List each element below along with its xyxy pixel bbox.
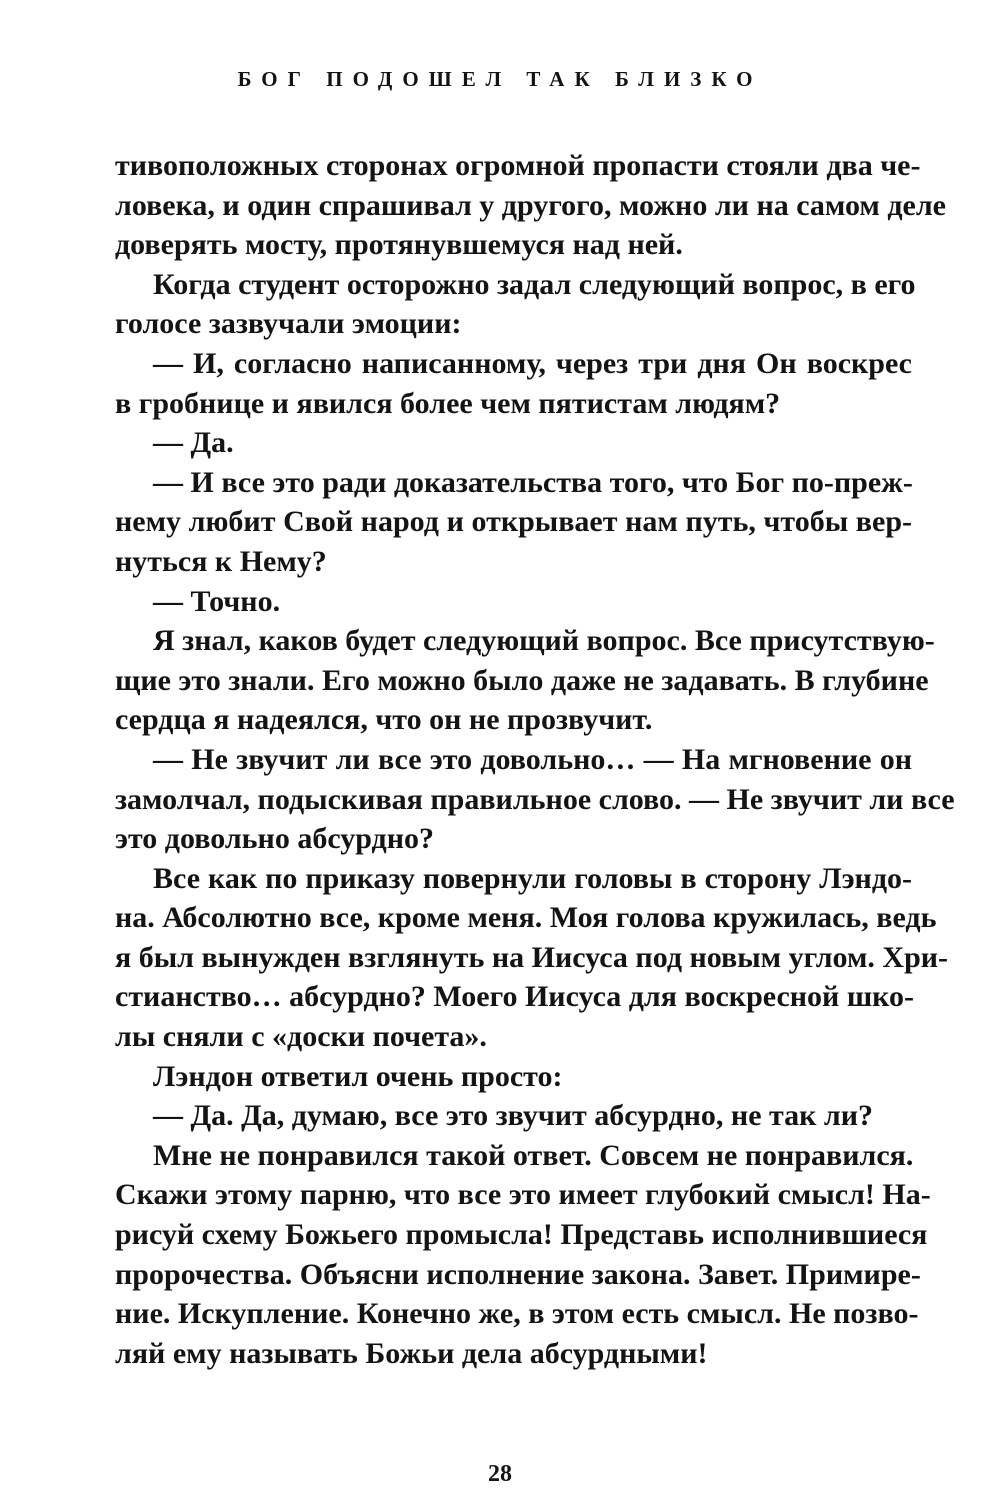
body-text <box>115 146 955 1373</box>
running-head: БОГ ПОДОШЕЛ ТАК БЛИЗКО <box>237 67 763 91</box>
text-line: сердца я надеялся, что он не прозвучит. <box>115 703 653 737</box>
text-line: — Да. <box>153 426 234 460</box>
text-line: Мне не понравился такой ответ. Совсем не понравился. <box>153 1138 914 1172</box>
text-line: ловека, и один спрашивал у другого, можно ли на самом деле <box>115 188 946 222</box>
text-line: — И, согласно написанному, через три дня Он воскрес <box>153 346 912 380</box>
text-line: голосе зазвучали эмоции: <box>115 307 462 341</box>
text-line: щие это знали. Его можно было даже не задавать. В глубине <box>115 663 929 697</box>
text-line: это довольно абсурдно? <box>115 822 434 856</box>
text-line: Когда студент осторожно задал следующий вопрос, в его <box>153 267 916 301</box>
text-line: в гробнице и явился более чем пятистам людям? <box>115 386 781 420</box>
page-number: 28 <box>488 1461 512 1487</box>
text-line: доверять мосту, протянувшемуся над ней. <box>115 228 683 262</box>
text-line: на. Абсолютно все, кроме меня. Моя голова кружилась, ведь <box>115 901 937 935</box>
text-line: — И все это ради доказательства того, что Бог по-преж- <box>153 465 913 499</box>
text-line: — Точно. <box>153 584 281 618</box>
text-line: тивоположных сторонах огромной пропасти стояли два че- <box>115 149 921 182</box>
text-line: — Не звучит ли все это довольно… — На мгновение он <box>153 742 912 776</box>
text-line: лы сняли с «доски почета». <box>115 1020 487 1054</box>
text-line: нему любит Свой народ и открывает нам путь, чтобы вер- <box>115 505 912 539</box>
text-line: я был вынужден взглянуть на Иисуса под новым углом. Хри- <box>115 940 949 974</box>
text-line: — Да. Да, думаю, все это звучит абсурдно, не так ли? <box>153 1099 874 1133</box>
text-line: рисуй схему Божьего промысла! Представь исполнившиеся <box>115 1218 928 1252</box>
text-line: стианство… абсурдно? Моего Иисуса для воскресной шко- <box>115 980 915 1014</box>
text-line: пророчества. Объясни исполнение закона. Завет. Примире- <box>115 1257 921 1291</box>
text-line: Все как по приказу повернули головы в сторону Лэндо- <box>153 861 912 895</box>
text-line: ние. Искупление. Конечно же, в этом есть смысл. Не позво- <box>115 1297 919 1331</box>
text-line: замолчал, подыскивая правильное слово. — Не звучит ли все <box>115 782 955 816</box>
text-line: нуться к Нему? <box>115 544 327 578</box>
text-line: Я знал, каков будет следующий вопрос. Все присутствую- <box>153 624 935 658</box>
text-line: Лэндон ответил очень просто: <box>153 1059 563 1093</box>
text-line: Скажи этому парню, что все это имеет глубокий смысл! На- <box>115 1178 931 1212</box>
text-line: ляй ему называть Божьи дела абсурдными! <box>115 1336 708 1370</box>
